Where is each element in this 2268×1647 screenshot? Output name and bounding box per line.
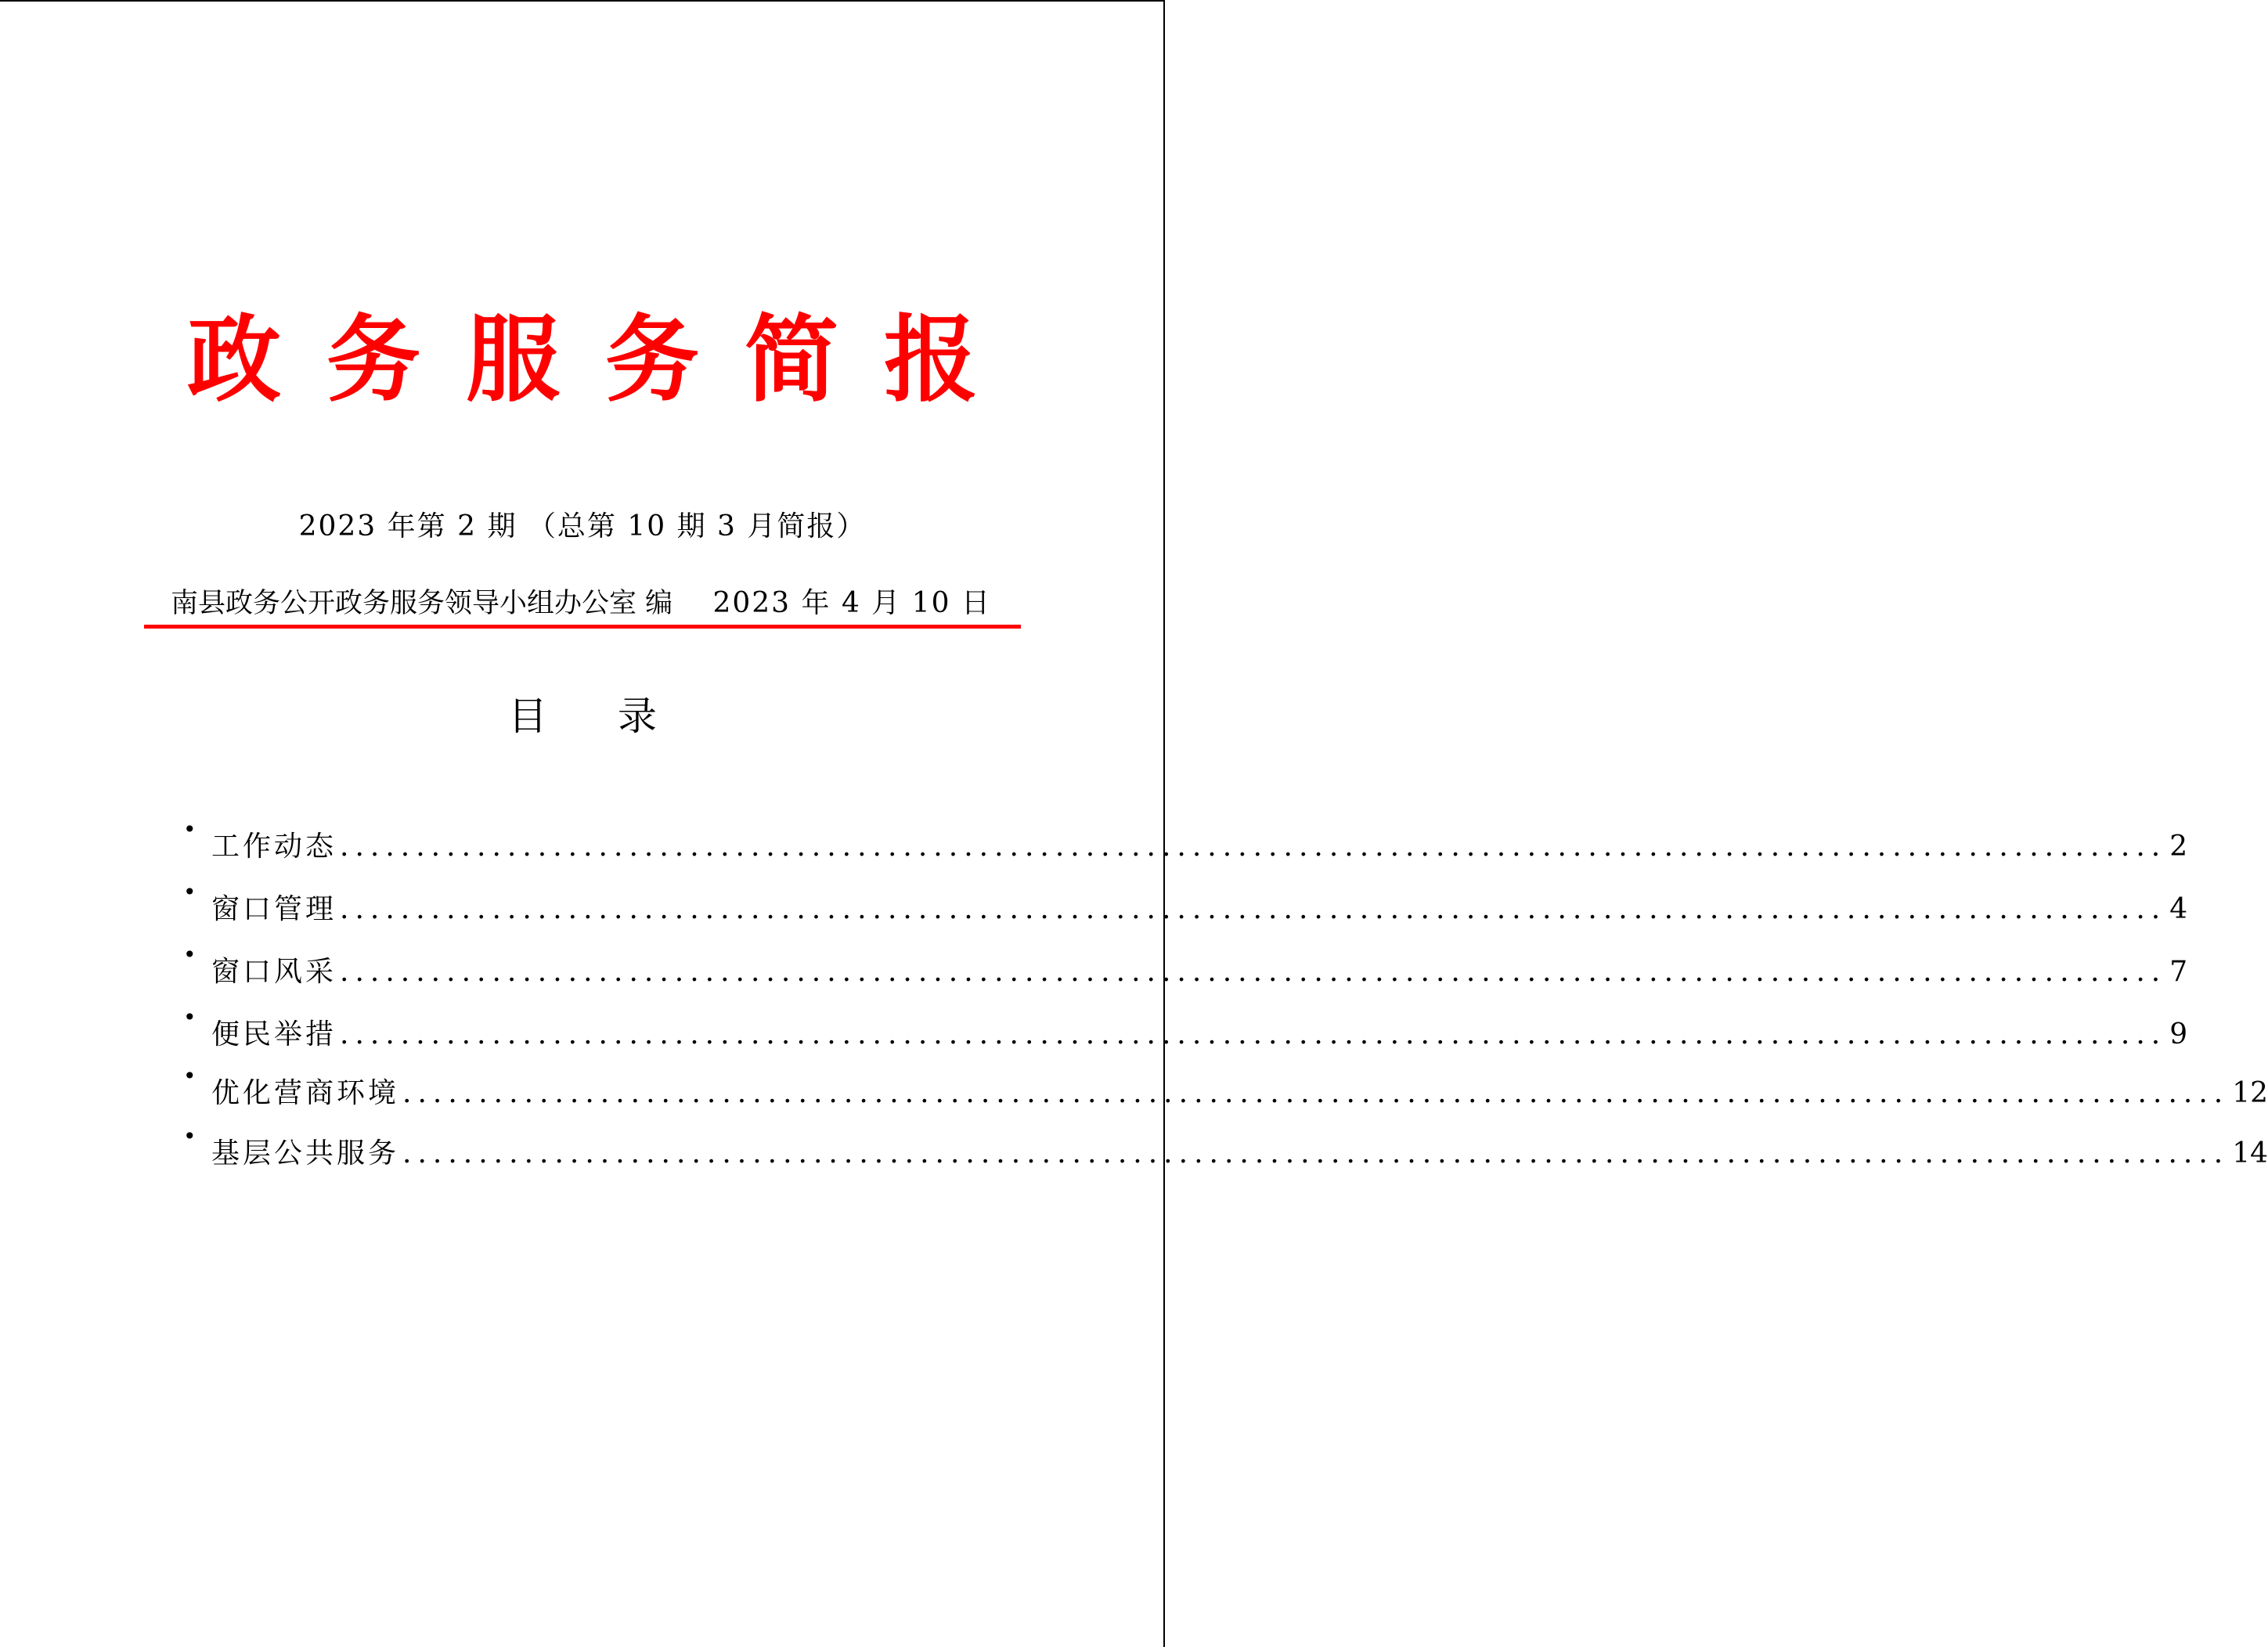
toc-leader-dots: ........................................................................................................................ xyxy=(402,1077,2230,1109)
toc-item-label: 窗口管理 xyxy=(211,893,337,925)
toc-title: 目录 xyxy=(508,694,727,739)
bullet-icon: • xyxy=(183,942,197,968)
bullet-icon: • xyxy=(183,1004,197,1030)
bullet-icon: • xyxy=(183,1063,197,1089)
bullet-icon: • xyxy=(183,1123,197,1149)
issue-number: 2023 年第 2 期 （总第 10 期 3 月简报） xyxy=(298,510,867,542)
bullet-icon: • xyxy=(183,816,197,842)
toc-item[interactable] xyxy=(180,1004,2188,1051)
masthead-title: 政务服务简报 xyxy=(187,305,1023,415)
toc-item-page: 7 xyxy=(2169,956,2188,988)
toc-item-label: 窗口风采 xyxy=(211,956,337,988)
issuer-row xyxy=(171,584,991,623)
toc-item-label: 便民举措 xyxy=(211,1018,337,1051)
toc-leader-dots: ........................................................................................................................ xyxy=(340,831,2167,863)
page-border-top xyxy=(0,0,1165,2)
toc-leader-dots: ........................................................................................................................ xyxy=(402,1137,2230,1169)
toc-leader-dots: ........................................................................................................................ xyxy=(340,893,2167,925)
toc-item-page: 12 xyxy=(2232,1077,2268,1109)
toc-leader-dots: ........................................................................................................................ xyxy=(340,956,2167,988)
toc-item-label: 优化营商环境 xyxy=(211,1077,400,1109)
issue-date: 2023 年 4 月 10 日 xyxy=(712,587,991,619)
toc-item[interactable] xyxy=(180,816,2188,863)
toc-item-label: 基层公共服务 xyxy=(211,1137,400,1169)
toc-item-page: 14 xyxy=(2232,1137,2268,1169)
bullet-icon: • xyxy=(183,879,197,905)
toc-item[interactable] xyxy=(180,879,2188,925)
toc-item-page: 2 xyxy=(2169,831,2188,863)
toc-item-page: 4 xyxy=(2169,893,2188,925)
toc-item[interactable] xyxy=(180,1123,2268,1169)
issuer-name: 南县政务公开政务服务领导小组办公室 编 xyxy=(171,588,673,619)
toc-item-page: 9 xyxy=(2169,1018,2188,1051)
toc-item[interactable] xyxy=(180,942,2188,988)
red-divider xyxy=(144,625,1021,629)
page-border-right xyxy=(1163,0,1165,1647)
toc-item[interactable] xyxy=(180,1063,2268,1109)
toc-leader-dots: ........................................................................................................................ xyxy=(340,1018,2167,1051)
toc-item-label: 工作动态 xyxy=(211,831,337,863)
